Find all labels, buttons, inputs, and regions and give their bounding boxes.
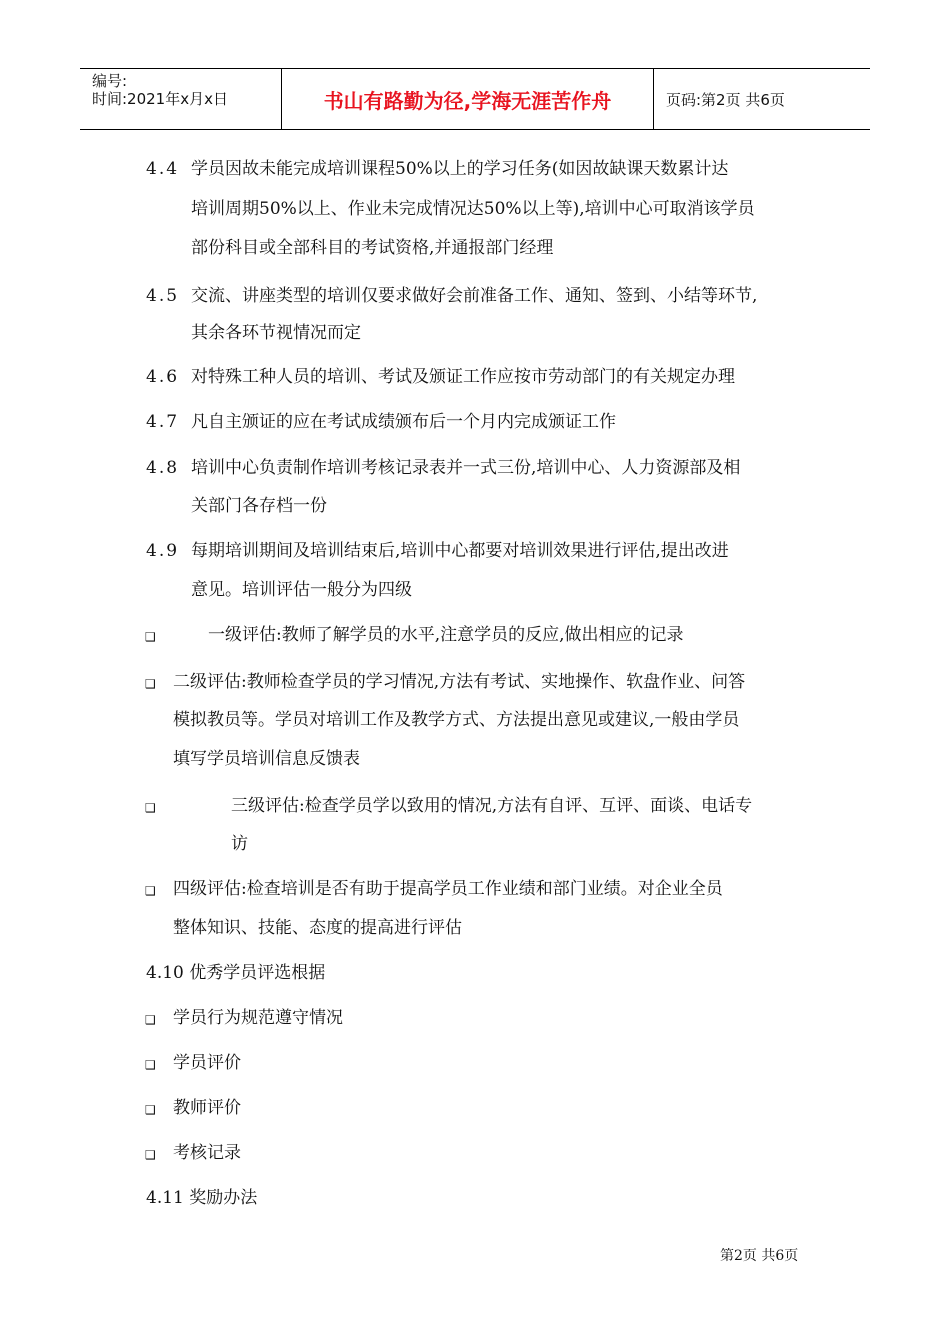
header-date: 时间:2021年x月x日 xyxy=(92,90,228,108)
checkbox-bullet-icon: ❑ xyxy=(145,884,156,898)
page-footer: 第2页 共6页 xyxy=(720,1248,799,1264)
item-text-line: 学员因故未能完成培训课程50%以上的学习任务(如因故缺课天数累计达 xyxy=(191,159,729,179)
item-text-line: 部份科目或全部科目的考试资格,并通报部门经理 xyxy=(191,238,554,258)
section-410-title: 4.10 优秀学员评选根据 xyxy=(146,963,326,983)
item-number: 4.4 xyxy=(146,159,180,179)
eval-level-2-line: 二级评估:教师检查学员的学习情况,方法有考试、实地操作、软盘作业、问答 xyxy=(173,672,746,692)
header-page-info: 页码:第2页 共6页 xyxy=(666,90,785,109)
item-text-line: 意见。培训评估一般分为四级 xyxy=(191,580,412,600)
checkbox-bullet-icon: ❑ xyxy=(145,1013,156,1027)
criteria-item: 考核记录 xyxy=(173,1143,241,1163)
eval-level-3-line: 三级评估:检查学员学以致用的情况,方法有自评、互评、面谈、电话专 xyxy=(231,796,753,816)
eval-level-2-line: 填写学员培训信息反馈表 xyxy=(173,749,360,769)
eval-level-1: 一级评估:教师了解学员的水平,注意学员的反应,做出相应的记录 xyxy=(208,625,684,645)
item-number: 4.9 xyxy=(146,541,180,561)
checkbox-bullet-icon: ❑ xyxy=(145,1103,156,1117)
criteria-item: 学员评价 xyxy=(173,1053,241,1073)
item-number: 4.7 xyxy=(146,412,180,432)
item-text-line: 其余各环节视情况而定 xyxy=(191,323,361,343)
item-text-line: 交流、讲座类型的培训仅要求做好会前准备工作、通知、签到、小结等环节, xyxy=(191,286,758,306)
eval-level-3-line: 访 xyxy=(231,834,248,854)
checkbox-bullet-icon: ❑ xyxy=(145,677,156,691)
item-number: 4.8 xyxy=(146,458,180,478)
header-number-label: 编号: xyxy=(92,72,128,90)
header-motto: 书山有路勤为径,学海无涯苦作舟 xyxy=(282,69,654,129)
section-411-title: 4.11 奖励办法 xyxy=(146,1188,258,1208)
eval-level-2-line: 模拟教员等。学员对培训工作及教学方式、方法提出意见或建议,一般由学员 xyxy=(173,710,740,730)
checkbox-bullet-icon: ❑ xyxy=(145,801,156,815)
item-text-line: 关部门各存档一份 xyxy=(191,496,327,516)
header-meta xyxy=(80,69,282,129)
checkbox-bullet-icon: ❑ xyxy=(145,1058,156,1072)
page-header xyxy=(80,68,870,130)
item-text-line: 对特殊工种人员的培训、考试及颁证工作应按市劳动部门的有关规定办理 xyxy=(191,367,735,387)
criteria-item: 教师评价 xyxy=(173,1098,241,1118)
item-number: 4.5 xyxy=(146,286,180,306)
item-text-line: 培训周期50%以上、作业未完成情况达50%以上等),培训中心可取消该学员 xyxy=(191,199,755,219)
item-text-line: 凡自主颁证的应在考试成绩颁布后一个月内完成颁证工作 xyxy=(191,412,616,432)
criteria-item: 学员行为规范遵守情况 xyxy=(173,1008,343,1028)
item-number: 4.6 xyxy=(146,367,180,387)
eval-level-4-line: 整体知识、技能、态度的提高进行评估 xyxy=(173,918,462,938)
item-text-line: 培训中心负责制作培训考核记录表并一式三份,培训中心、人力资源部及相 xyxy=(191,458,741,478)
checkbox-bullet-icon: ❑ xyxy=(145,630,156,644)
checkbox-bullet-icon: ❑ xyxy=(145,1148,156,1162)
eval-level-4-line: 四级评估:检查培训是否有助于提高学员工作业绩和部门业绩。对企业全员 xyxy=(173,879,723,899)
item-text-line: 每期培训期间及培训结束后,培训中心都要对培训效果进行评估,提出改进 xyxy=(191,541,729,561)
